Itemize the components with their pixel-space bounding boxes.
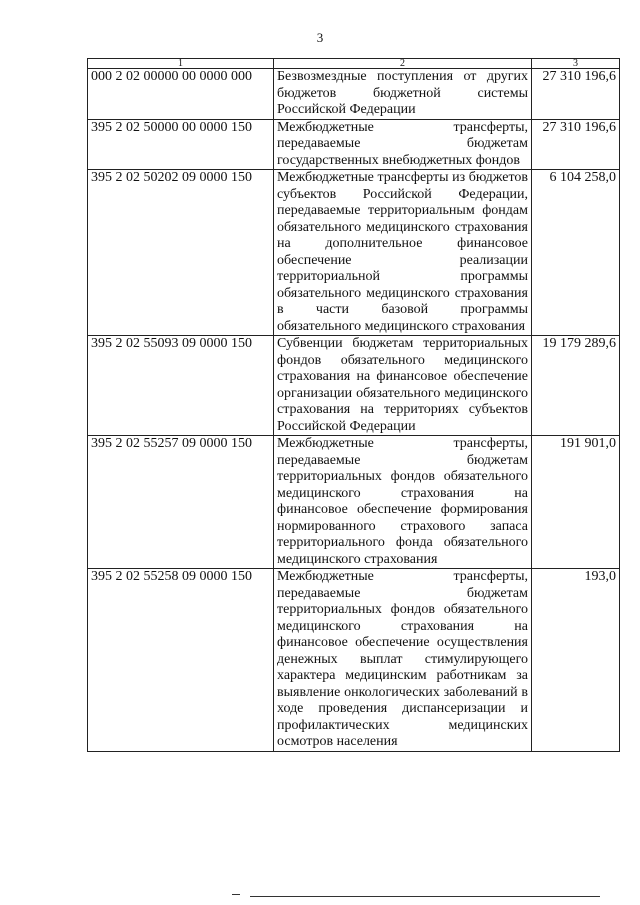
footer-mark [232,894,240,895]
budget-revenue-table [87,58,620,752]
revenue-description: Межбюджетные трансферты из бюджетов субъектов Российской Федерации, передаваемые территориальным фондам обязательного медицинского страхования на дополнительное финансовое обеспечение реализации территориальной программы обязательного медицинского страхования в части базовой программы обязательного медицинского страхования [274,170,532,336]
revenue-description: Межбюджетные трансферты, передаваемые бюджетам государственных внебюджетных фондов [274,119,532,170]
footer-rule [250,896,600,897]
budget-classification-code: 000 2 02 00000 00 0000 000 [88,69,274,120]
table-row [88,170,620,336]
budget-classification-code: 395 2 02 55093 09 0000 150 [88,336,274,436]
budget-classification-code: 395 2 02 50000 00 0000 150 [88,119,274,170]
table-row [88,119,620,170]
table-row [88,569,620,752]
revenue-description: Межбюджетные трансферты, передаваемые бюджетам территориальных фондов обязательного медицинского страхования на финансовое обеспечение формирования нормированного страхового запаса территориального фонда обязательного медицинского страхования [274,436,532,569]
table-header-row [88,59,620,69]
table-row [88,336,620,436]
budget-classification-code: 395 2 02 50202 09 0000 150 [88,170,274,336]
budget-classification-code: 395 2 02 55258 09 0000 150 [88,569,274,752]
revenue-description: Безвозмездные поступления от других бюджетов бюджетной системы Российской Федерации [274,69,532,120]
table-row [88,69,620,120]
revenue-amount: 27 310 196,6 [532,69,620,120]
revenue-description: Межбюджетные трансферты, передаваемые бюджетам территориальных фондов обязательного медицинского страхования на финансовое обеспечение осуществления денежных выплат стимулирующего характера медицинским работникам за выявление онкологических заболеваний в ходе проведения диспансеризации и профилактических медицинских осмотров населения [274,569,532,752]
page-number: 3 [316,30,324,45]
revenue-amount: 27 310 196,6 [532,119,620,170]
column-header-1: 1 [88,59,274,69]
revenue-description: Субвенции бюджетам территориальных фондов обязательного медицинского страхования на финансовое обеспечение организации обязательного медицинского страхования на территориях субъектов Российской Федерации [274,336,532,436]
revenue-amount: 193,0 [532,569,620,752]
column-header-2: 2 [274,59,532,69]
column-header-3: 3 [532,59,620,69]
budget-classification-code: 395 2 02 55257 09 0000 150 [88,436,274,569]
revenue-amount: 6 104 258,0 [532,170,620,336]
table-row [88,436,620,569]
revenue-amount: 191 901,0 [532,436,620,569]
revenue-amount: 19 179 289,6 [532,336,620,436]
